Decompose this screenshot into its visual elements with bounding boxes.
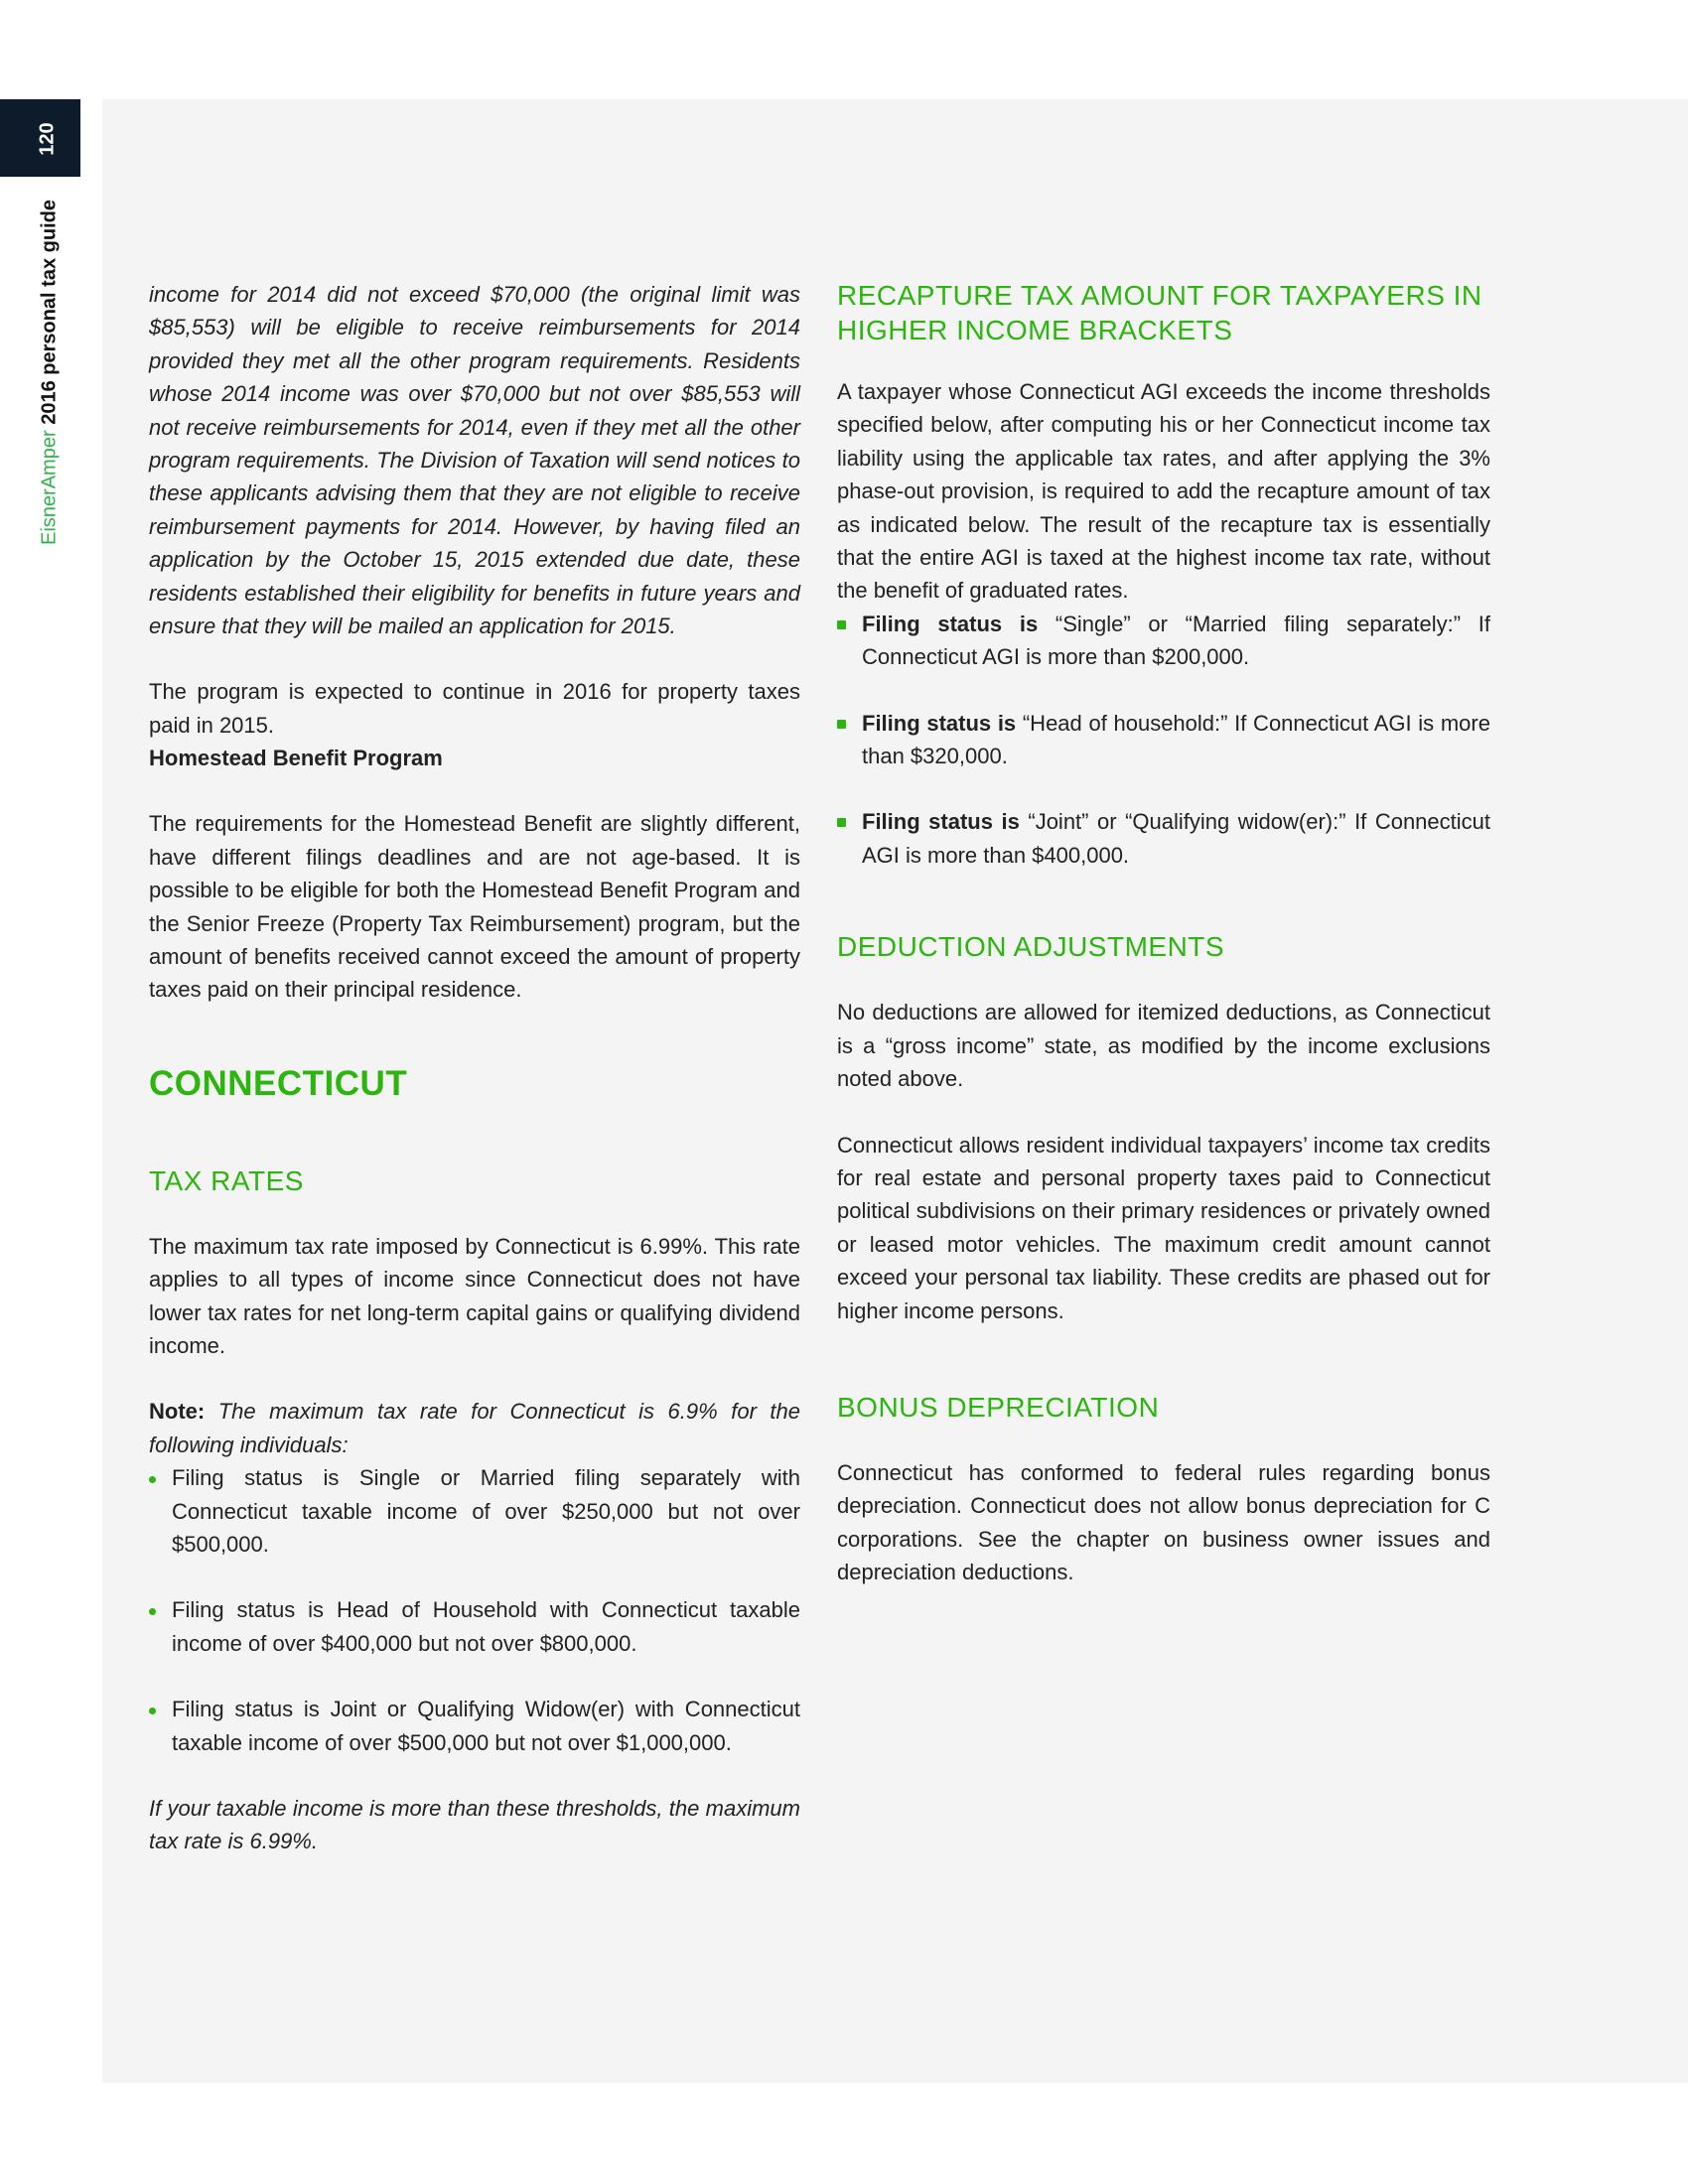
credits-paragraph: Connecticut allows resident individual taxpayers’ income tax credits for real estate and personal property taxes paid to Connecticut political subdivisions on their primary residences or privately owned or leased motor vehicles. The maximum credit amount cannot exceed your personal tax liability. These credits are phased out for higher income persons. [837, 1132, 1490, 1323]
closing-paragraph: If your taxable income is more than these thresholds, the maximum tax rate is 6.99%. [149, 1796, 800, 1854]
brand-name: EisnerAmper [38, 430, 61, 545]
note-text: The maximum tax rate for Connecticut is 6.9% for the following individuals: [149, 1399, 800, 1457]
tax-rates-heading: TAX RATES [149, 1164, 304, 1196]
guide-year: 2016 [38, 380, 61, 425]
bullet-square-icon [837, 720, 846, 729]
list-item: Filing status is Single or Married filing separately with Connecticut taxable income of over $250,000 but not over $500,000. [149, 1461, 800, 1561]
state-heading: CONNECTICUT [149, 1063, 408, 1103]
page-number: 120 [36, 122, 59, 156]
left-column [149, 278, 800, 1858]
bonus-heading: BONUS DEPRECIATION [837, 1391, 1160, 1423]
program-continue-paragraph: The program is expected to continue in 2016 for property taxes paid in 2015. [149, 679, 800, 738]
bullet-square-icon [837, 620, 846, 629]
senior-freeze-paragraph: income for 2014 did not exceed $70,000 (the original limit was $85,553) will be eligible to receive reimbursements for 2014 provided they met all the other program requirements. Residents whose 2014 income was over $70,000 but not over $85,553 will not receive reimbursements for 2014, even if they met all the other program requirements. The Division of Taxation will send notices to these applicants advising them that they are not eligible to receive reimbursement payments for 2014. However, by having filed an application by the October 15, 2015 extended due date, these residents established their eligibility for benefits in future years and ensure that they will be mailed an application for 2015. [149, 282, 800, 639]
note-label: Note: [149, 1399, 206, 1425]
guide-title-text: personal tax guide [38, 200, 61, 375]
bullet-dot-icon [149, 1476, 156, 1483]
bullet-dot-icon [149, 1707, 156, 1714]
list-item: Filing status is “Single” or “Married filing separately:” If Connecticut AGI is more than $200,000. [837, 608, 1490, 674]
homestead-paragraph: The requirements for the Homestead Benefit are slightly different, have different filings deadlines and are not age-based. It is possible to be eligible for both the Homestead Benefit Program and the Senior Freeze (Property Tax Reimbursement) program, but the amount of benefits received cannot exceed the amount of property taxes paid on their principal residence. [149, 811, 800, 1003]
bonus-paragraph: Connecticut has conformed to federal rules regarding bonus depreciation. Connecticut does not allow bonus depreciation for C corporations. See the chapter on business owner issues and depreciation deductions. [837, 1459, 1490, 1585]
list-item: Filing status is “Joint” or “Qualifying widow(er):” If Connecticut AGI is more than $400,000. [837, 805, 1490, 872]
deduction-paragraph: No deductions are allowed for itemized deductions, as Connecticut is a “gross income” state, as modified by the income exclusions noted above. [837, 1000, 1490, 1092]
bullet-square-icon [837, 818, 846, 827]
deduction-heading: DEDUCTION ADJUSTMENTS [837, 931, 1225, 963]
guide-title [39, 200, 62, 545]
homestead-heading: Homestead Benefit Program [149, 746, 443, 771]
max-rate-bullet-list [149, 1461, 800, 1759]
list-item: Filing status is Joint or Qualifying Widow(er) with Connecticut taxable income of over $500,000 but not over $1,000,000. [149, 1693, 800, 1759]
recapture-paragraph: A taxpayer whose Connecticut AGI exceeds the income thresholds specified below, after computing his or her Connecticut income tax liability using the applicable tax rates, and after applying the 3% phase-out provision, is required to add the recapture amount of tax as indicated below. The result of the recapture tax is essentially that the entire AGI is taxed at the highest income tax rate, without the benefit of graduated rates. [837, 379, 1490, 604]
bullet-dot-icon [149, 1608, 156, 1615]
list-item: Filing status is “Head of household:” If Connecticut AGI is more than $320,000. [837, 707, 1490, 773]
recapture-heading: RECAPTURE TAX AMOUNT FOR TAXPAYERS IN HIGHER INCOME BRACKETS [837, 280, 1482, 345]
right-column [837, 278, 1490, 1589]
note-paragraph [149, 1395, 800, 1461]
list-item: Filing status is Head of Household with Connecticut taxable income of over $400,000 but not over $800,000. [149, 1593, 800, 1660]
tax-rates-paragraph: The maximum tax rate imposed by Connecticut is 6.99%. This rate applies to all types of income since Connecticut does not have lower tax rates for net long-term capital gains or qualifying dividend income. [149, 1233, 800, 1358]
recapture-bullet-list [837, 608, 1490, 872]
